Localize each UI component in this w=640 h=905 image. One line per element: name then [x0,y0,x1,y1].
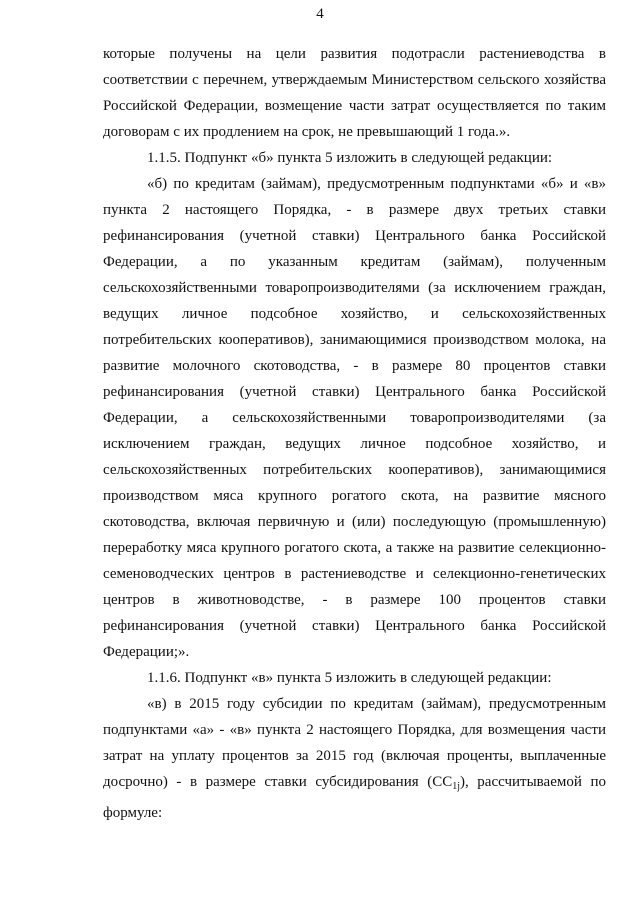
subscript: 1j [452,781,460,792]
paragraph-heading-1-1-5: 1.1.5. Подпункт «б» пункта 5 изложить в следующей редакции: [147,150,553,166]
paragraph-heading-1-1-6: 1.1.6. Подпункт «в» пункта 5 изложить в следующей редакции: [147,670,552,686]
paragraph-formula-intro [103,691,606,826]
paragraph: которые получены на цели развития подотрасли растениеводства в соответствии с перечнем, утверждаемым Министерством сельского хозяйства Российской Федерации, возмещение части затрат осуществляется по таким договорам с их продлением на срок, не превышающий 1 года.». [103,46,606,140]
page-number: 4 [316,6,324,22]
paragraph: «б) по кредитам (займам), предусмотренным подпунктами «б» и «в» пункта 2 настоящего Порядка, - в размере двух третьих ставки рефинансирования (учетной ставки) Центрального банка Российской Федерации, а по указанным кредитам (займам), полученным сельскохозяйственными товаропроизводителями (за исключением граждан, ведущих личное подсобное хозяйство, и сельскохозяйственных потребительских кооперативов), занимающимися производством молока, на развитие молочного скотоводства, - в размере 80 процентов ставки рефинансирования (учетной ставки) Центрального банка Российской Федерации, а сельскохозяйственными товаропроизводителями (за исключением граждан, ведущих личное подсобное хозяйство, и сельскохозяйственных потребительских кооперативов), занимающимися производством мяса крупного рогатого скота, на развитие мясного скотоводства, включая первичную и (или) последующую (промышленную) переработку мяса крупного рогатого скота, а также на развитие селекционно-семеноводческих центров в растениеводстве и селекционно-генетических центров в животноводстве, - в размере 100 процентов ставки рефинансирования (учетной ставки) Центрального банка Российской Федерации;». [103,176,606,660]
paragraph-text: «в) в 2015 году субсидии по кредитам (займам), предусмотренным подпунктами «а» - «в» пункта 2 настоящего Порядка, для возмещения части затрат на уплату процентов за 2015 год (включая проценты, выплаченные досрочно) - в размере ставки субсидирования (СС [103,696,606,790]
paragraph-text: ), рассчитываемой по формуле: [103,774,606,821]
document-body [103,41,606,826]
